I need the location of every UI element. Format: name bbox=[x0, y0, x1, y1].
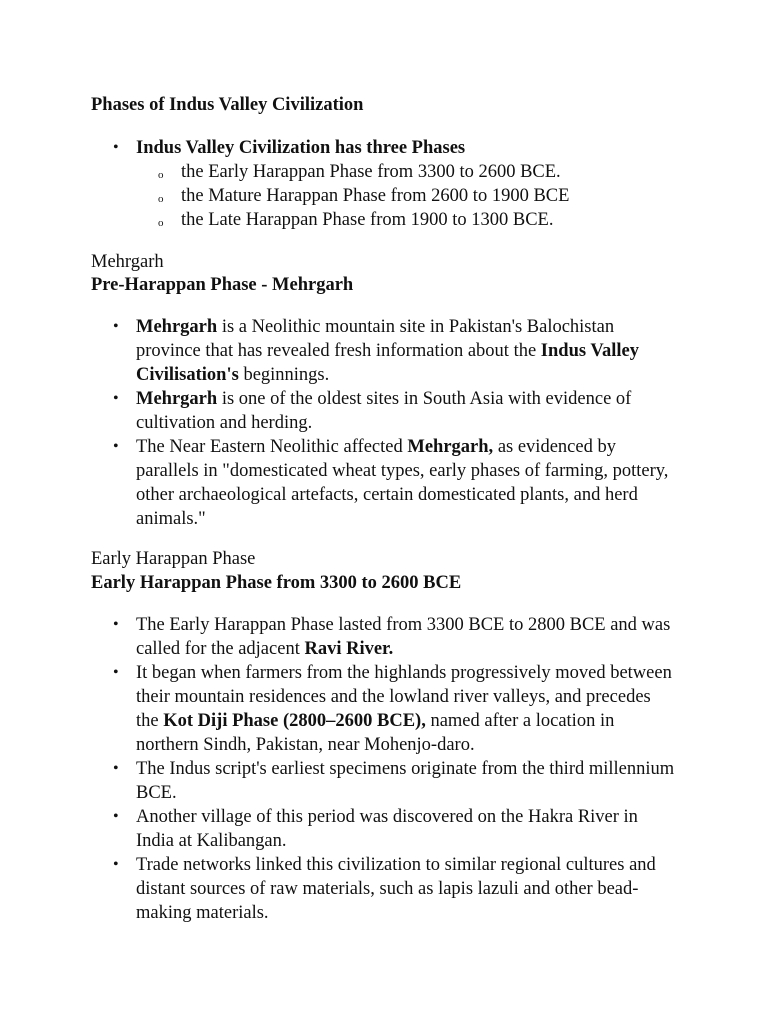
early-harappan-list bbox=[0, 613, 768, 925]
list-item: • It began when farmers from the highlands progressively moved between their mountain residences and the lowland river valleys, and precedes the Kot Diji Phase (2800–2600 BCE), named after a location in northern Sindh, Pakistan, near Mohenjo-daro. bbox=[0, 661, 676, 757]
list-item: • Trade networks linked this civilization to similar regional cultures and distant sources of raw materials, such as lapis lazuli and other bead-making materials. bbox=[0, 853, 676, 925]
phases-sublist bbox=[136, 160, 676, 232]
page-title: Phases of Indus Valley Civilization bbox=[91, 95, 364, 115]
section-label-mehrgarh: Mehrgarh bbox=[91, 252, 164, 272]
list-item: • Mehrgarh is one of the oldest sites in South Asia with evidence of cultivation and herding. bbox=[0, 387, 676, 435]
list-item: • The Indus script's earliest specimens originate from the third millennium BCE. bbox=[0, 757, 676, 805]
list-item: • The Early Harappan Phase lasted from 3300 BCE to 2800 BCE and was called for the adjacent Ravi River. bbox=[0, 613, 676, 661]
section-label-early-harappan: Early Harappan Phase bbox=[91, 549, 256, 569]
section-heading-early-harappan: Early Harappan Phase from 3300 to 2600 BCE bbox=[91, 573, 462, 593]
sub-list-item: o the Early Harappan Phase from 3300 to 2600 BCE. bbox=[136, 160, 676, 184]
sub-list-item: o the Late Harappan Phase from 1900 to 1300 BCE. bbox=[136, 208, 676, 232]
list-item: • Mehrgarh is a Neolithic mountain site in Pakistan's Balochistan province that has revealed fresh information about the Indus Valley Civilisation's beginnings. bbox=[0, 315, 676, 387]
list-item: • The Near Eastern Neolithic affected Mehrgarh, as evidenced by parallels in "domesticated wheat types, early phases of farming, pottery, other archaeological artefacts, certain domesticated plants, and herd animals." bbox=[0, 435, 676, 531]
list-item bbox=[0, 136, 676, 232]
section-heading-mehrgarh: Pre-Harappan Phase - Mehrgarh bbox=[91, 275, 354, 295]
list-item: • Another village of this period was discovered on the Hakra River in India at Kalibangan. bbox=[0, 805, 676, 853]
phases-lead: Indus Valley Civilization has three Phases bbox=[136, 138, 466, 158]
sub-list-item: o the Mature Harappan Phase from 2600 to 1900 BCE bbox=[136, 184, 676, 208]
phases-list bbox=[0, 136, 768, 232]
mehrgarh-list bbox=[0, 315, 768, 531]
